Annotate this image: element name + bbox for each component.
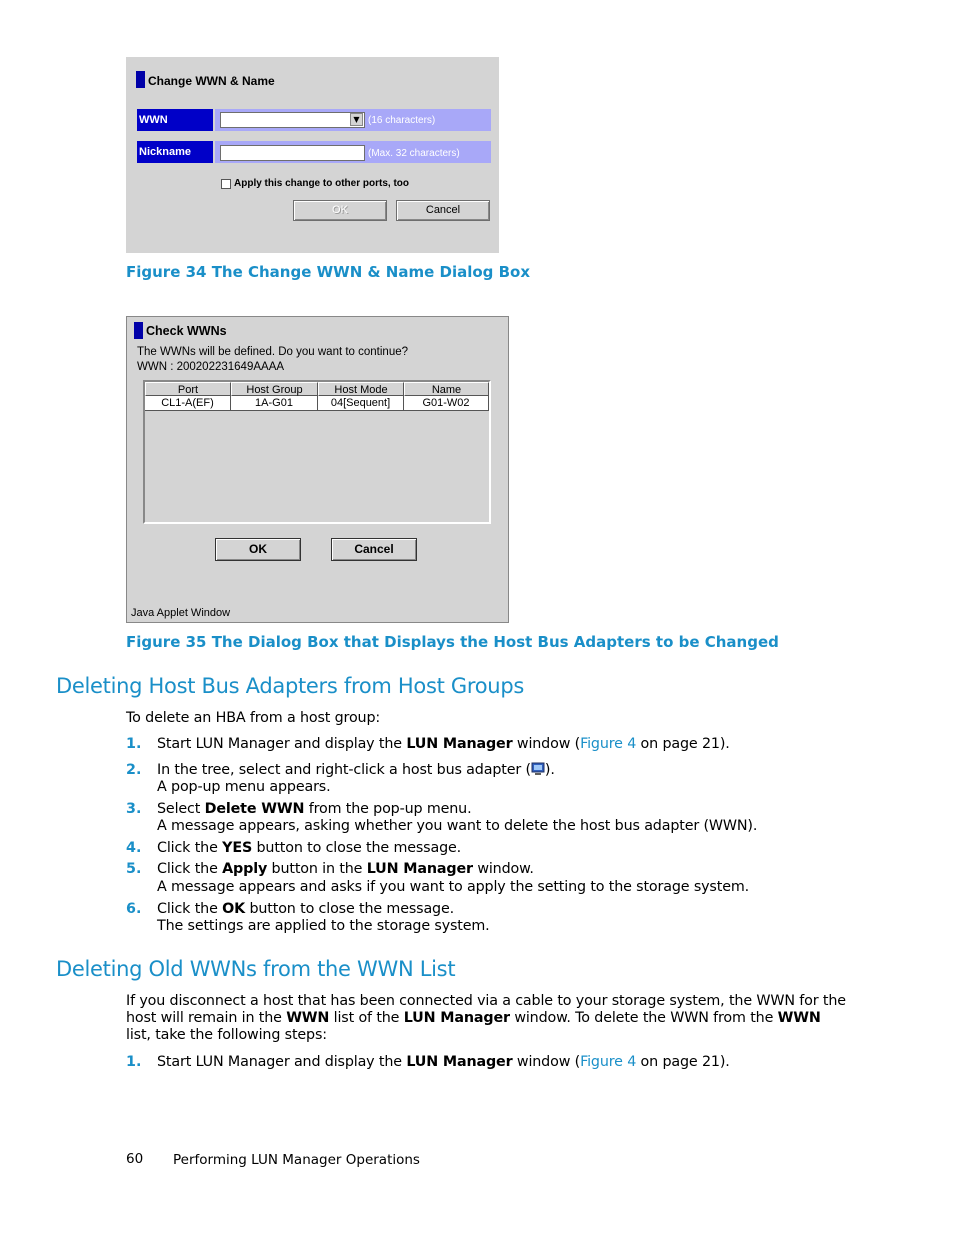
dialog-title-marker (134, 322, 143, 343)
table-cell-host-group[interactable]: 1A-G01 (231, 396, 318, 411)
wwn-label: WWN (137, 109, 213, 131)
check-wwns-dialog (126, 316, 509, 623)
step-number: 5. (126, 861, 142, 877)
step-4-text: Click the YES button to close the message. (157, 840, 462, 856)
wwn-combobox[interactable] (220, 112, 365, 128)
apply-to-other-ports-checkbox[interactable] (221, 179, 231, 189)
step-number: 6. (126, 901, 142, 917)
nickname-hint: (Max. 32 characters) (368, 148, 460, 159)
table-header-host-mode[interactable]: Host Mode (318, 382, 404, 396)
figure35-caption: Figure 35 The Dialog Box that Displays the Host Bus Adapters to be Changed (126, 633, 779, 651)
wwn-table (143, 380, 491, 524)
section-paragraph-line: list, take the following steps: (126, 1027, 327, 1043)
step-1-text: Start LUN Manager and display the LUN Manager window (Figure 4 on page 21). (157, 736, 730, 752)
step-2-result: A pop-up menu appears. (157, 779, 331, 795)
step-6-text: Click the OK button to close the message. (157, 901, 455, 917)
nickname-label: Nickname (137, 141, 213, 163)
step-5-text: Click the Apply button in the LUN Manager window. (157, 861, 534, 877)
step-3-result: A message appears, asking whether you want to delete the host bus adapter (WWN). (157, 818, 758, 834)
cancel-button[interactable]: Cancel (396, 200, 490, 221)
step-3-text: Select Delete WWN from the pop-up menu. (157, 801, 472, 817)
step-1-text: Start LUN Manager and display the LUN Manager window (Figure 4 on page 21). (157, 1054, 730, 1070)
apply-to-other-ports-label: Apply this change to other ports, too (234, 178, 409, 189)
section-heading-delete-hba: Deleting Host Bus Adapters from Host Groups (56, 674, 524, 698)
nickname-field[interactable] (220, 145, 365, 161)
change-wwn-dialog (126, 57, 499, 253)
section-paragraph-line: If you disconnect a host that has been connected via a cable to your storage system, the WWN for the (126, 993, 846, 1009)
table-cell-port[interactable]: CL1-A(EF) (145, 396, 231, 411)
step-number: 4. (126, 840, 142, 856)
table-header-name[interactable]: Name (404, 382, 489, 396)
step-number: 2. (126, 762, 142, 778)
step-number: 3. (126, 801, 142, 817)
page-number: 60 (126, 1151, 144, 1167)
wwn-hint: (16 characters) (368, 115, 436, 126)
step-5-result: A message appears and asks if you want to apply the setting to the storage system. (157, 879, 750, 895)
table-header-host-group[interactable]: Host Group (231, 382, 318, 396)
chevron-down-icon[interactable]: ▼ (350, 113, 363, 126)
host-bus-adapter-icon (531, 762, 545, 776)
dialog-wwn-value: WWN : 200202231649AAAA (137, 361, 285, 373)
ok-button[interactable]: OK (293, 200, 387, 221)
dialog-message: The WWNs will be defined. Do you want to continue? (137, 346, 409, 358)
footer-section-title: Performing LUN Manager Operations (173, 1152, 420, 1168)
figure-link[interactable]: Figure 4 (580, 736, 637, 752)
table-header-port[interactable]: Port (145, 382, 231, 396)
step-6-result: The settings are applied to the storage system. (157, 918, 490, 934)
dialog-title: Check WWNs (146, 324, 227, 338)
section-heading-delete-old-wwns: Deleting Old WWNs from the WWN List (56, 957, 456, 981)
figure-link[interactable]: Figure 4 (580, 1054, 637, 1070)
table-cell-host-mode[interactable]: 04[Sequent] (318, 396, 404, 411)
section-intro: To delete an HBA from a host group: (126, 710, 381, 726)
ok-button[interactable]: OK (215, 538, 301, 561)
step-2-text: In the tree, select and right-click a host bus adapter ( ). (157, 762, 555, 778)
dialog-title: Change WWN & Name (148, 74, 275, 88)
step-number: 1. (126, 1054, 142, 1070)
figure34-caption: Figure 34 The Change WWN & Name Dialog Box (126, 263, 531, 281)
status-bar: Java Applet Window (131, 607, 231, 619)
table-cell-name[interactable]: G01-W02 (404, 396, 489, 411)
section-paragraph-line: host will remain in the WWN list of the LUN Manager window. To delete the WWN from the WWN (126, 1010, 821, 1026)
step-number: 1. (126, 736, 142, 752)
dialog-title-marker (136, 71, 145, 92)
cancel-button[interactable]: Cancel (331, 538, 417, 561)
